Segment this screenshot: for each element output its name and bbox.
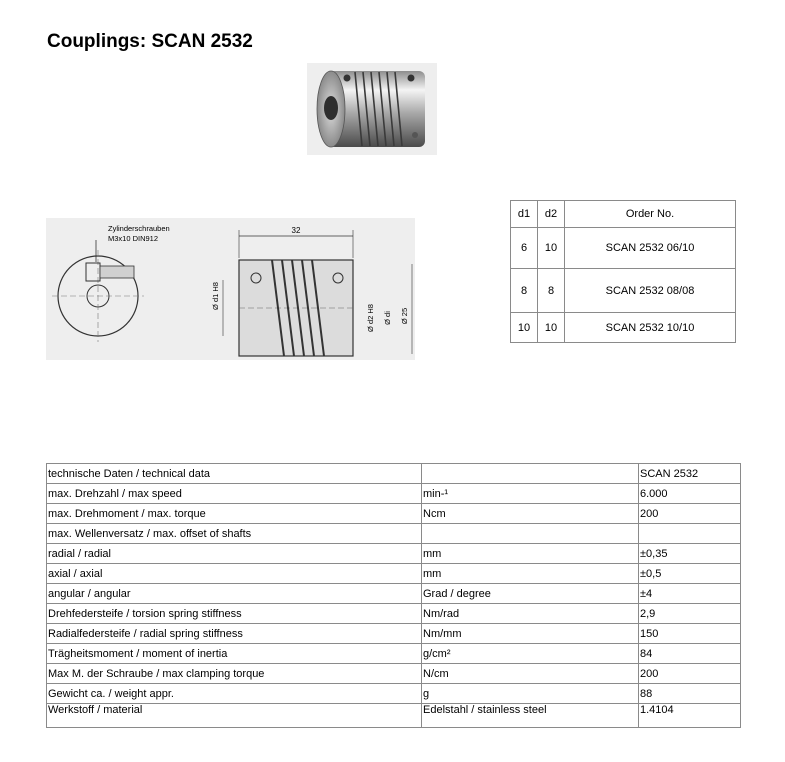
page-title: Couplings: SCAN 2532 <box>47 31 253 52</box>
table-row: angular / angular Grad / degree ±4 <box>47 584 741 604</box>
table-row: axial / axial mm ±0,5 <box>47 564 741 584</box>
table-row: 8 8 SCAN 2532 08/08 <box>511 269 736 313</box>
table-row: Drehfedersteife / torsion spring stiffness Nm/rad 2,9 <box>47 604 741 624</box>
dim-d2: Ø d2 H8 <box>366 304 375 332</box>
table-row: Werkstoff / material Edelstahl / stainless steel 1.4104 <box>47 704 741 728</box>
table-row: 6 10 SCAN 2532 06/10 <box>511 228 736 269</box>
order-table <box>510 200 736 343</box>
table-row: Radialfedersteife / radial spring stiffness Nm/mm 150 <box>47 624 741 644</box>
col-order-header: Order No. <box>565 201 736 228</box>
table-row: 10 10 SCAN 2532 10/10 <box>511 313 736 343</box>
col-d1-header: d1 <box>511 201 538 228</box>
order-table-header <box>511 201 736 228</box>
dim-di: Ø di <box>383 311 392 325</box>
table-row: Trägheitsmoment / moment of inertia g/cm² 84 <box>47 644 741 664</box>
technical-drawing <box>46 218 415 360</box>
spec-table-header: technische Daten / technical data SCAN 2532 <box>47 464 741 484</box>
table-row: radial / radial mm ±0,35 <box>47 544 741 564</box>
dim-d1: Ø d1 H8 <box>211 282 220 310</box>
coupling-photo <box>307 63 437 155</box>
table-row: max. Wellenversatz / max. offset of shafts <box>47 524 741 544</box>
screw-label-2: M3x10 DIN912 <box>108 234 159 243</box>
dim-od: Ø 25 <box>400 307 409 325</box>
screw-label-1: Zylinderschrauben <box>108 224 170 233</box>
table-row: Gewicht ca. / weight appr. g 88 <box>47 684 741 704</box>
table-row: Max M. der Schraube / max clamping torque N/cm 200 <box>47 664 741 684</box>
table-row: max. Drehmoment / max. torque Ncm 200 <box>47 504 741 524</box>
spec-table <box>46 463 741 728</box>
dim-length: 32 <box>291 226 301 235</box>
table-row: max. Drehzahl / max speed min-¹ 6.000 <box>47 484 741 504</box>
col-d2-header: d2 <box>538 201 565 228</box>
